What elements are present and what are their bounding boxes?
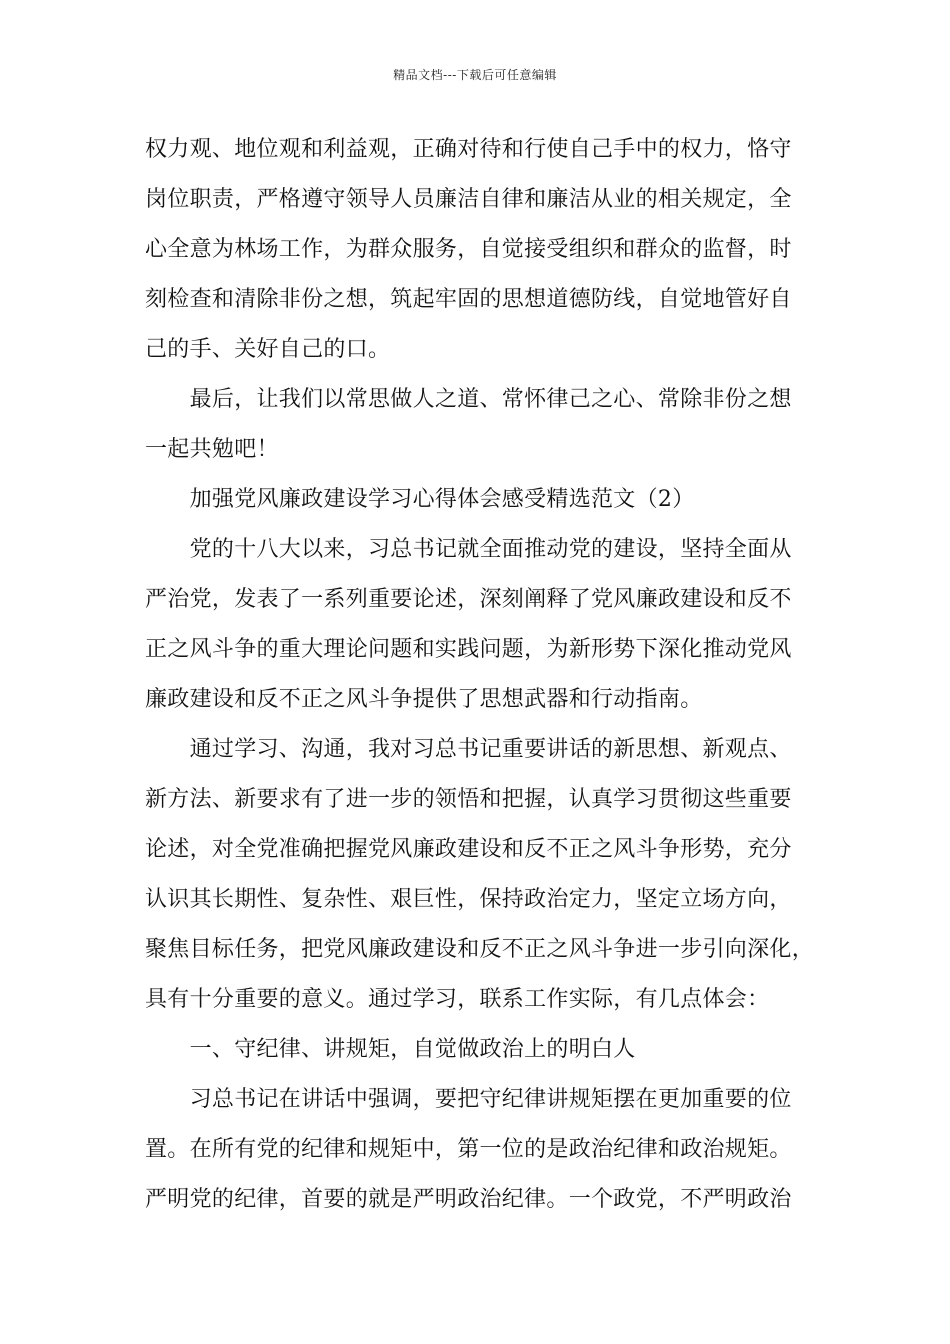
text-line: 一起共勉吧！ <box>145 437 279 462</box>
text-line: 严治党，发表了一系列重要论述，深刻阐释了党风廉政建设和反不 <box>145 587 792 612</box>
text-line: 最后，让我们以常思做人之道、常怀律己之心、常除非份之想 <box>145 387 792 412</box>
text-line: 己的手、关好自己的口。 <box>145 337 391 362</box>
text-line: 聚焦目标任务，把党风廉政建设和反不正之风斗争进一步引向深化， <box>145 937 815 962</box>
text-line: 岗位职责，严格遵守领导人员廉洁自律和廉洁从业的相关规定，全 <box>145 187 792 212</box>
subsection-heading: 一、守纪律、讲规矩，自觉做政治上的明白人 <box>145 1037 636 1062</box>
text-line: 严明党的纪律，首要的就是严明政治纪律。一个政党，不严明政治 <box>145 1187 792 1212</box>
text-line: 廉政建设和反不正之风斗争提供了思想武器和行动指南。 <box>145 687 703 712</box>
text-line: 具有十分重要的意义。通过学习，联系工作实际，有几点体会： <box>145 987 770 1012</box>
page-header: 精品文档---下载后可任意编辑 <box>393 68 557 82</box>
text-line: 党的十八大以来，习总书记就全面推动党的建设，坚持全面从 <box>145 537 792 562</box>
text-line: 新方法、新要求有了进一步的领悟和把握，认真学习贯彻这些重要 <box>145 787 792 812</box>
text-line: 习总书记在讲话中强调，要把守纪律讲规矩摆在更加重要的位 <box>145 1087 792 1112</box>
text-line: 论述，对全党准确把握党风廉政建设和反不正之风斗争形势，充分 <box>145 837 792 862</box>
section-heading: 加强党风廉政建设学习心得体会感受精选范文（2） <box>145 487 695 512</box>
text-line: 认识其长期性、复杂性、艰巨性，保持政治定力，坚定立场方向， <box>145 887 792 912</box>
text-line: 权力观、地位观和利益观，正确对待和行使自己手中的权力，恪守 <box>145 137 792 162</box>
text-line: 置。在所有党的纪律和规矩中，第一位的是政治纪律和政治规矩。 <box>145 1137 792 1162</box>
text-line: 通过学习、沟通，我对习总书记重要讲话的新思想、新观点、 <box>145 737 792 762</box>
text-line: 刻检查和清除非份之想，筑起牢固的思想道德防线，自觉地管好自 <box>145 287 792 312</box>
text-line: 心全意为林场工作，为群众服务，自觉接受组织和群众的监督，时 <box>145 237 792 262</box>
text-line: 正之风斗争的重大理论问题和实践问题，为新形势下深化推动党风 <box>145 637 792 662</box>
